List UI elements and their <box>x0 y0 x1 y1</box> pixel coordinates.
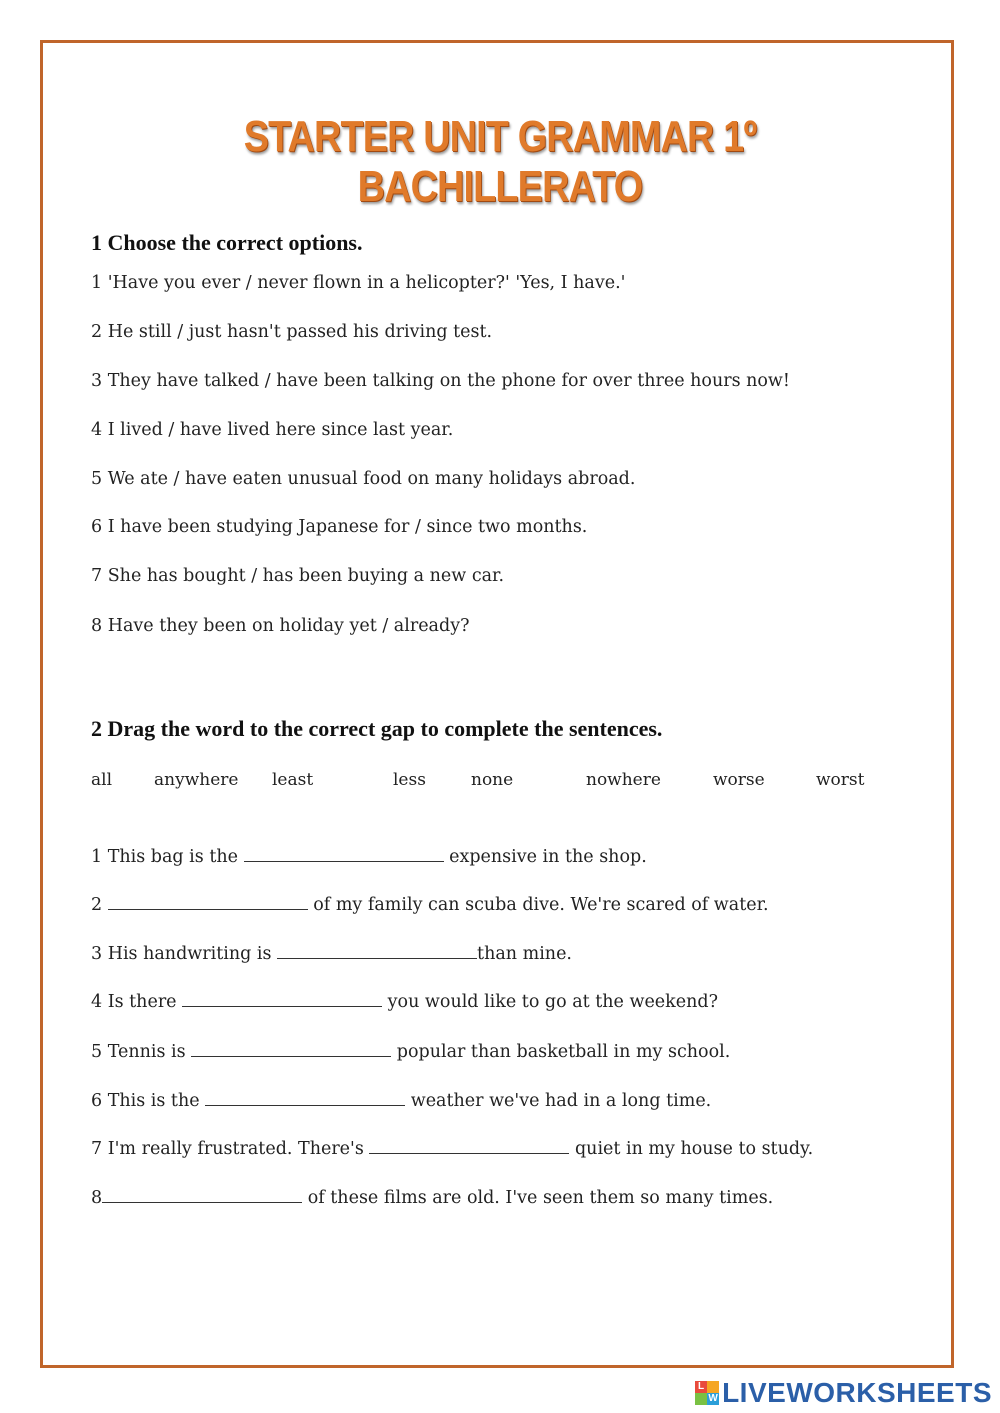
sentence-start: 5 Tennis is <box>91 1042 192 1062</box>
sentence-end: quiet in my house to study. <box>569 1139 814 1159</box>
word-bank-item[interactable]: all <box>91 770 113 790</box>
gap-sentence <box>91 845 647 867</box>
sentence-end: you would like to go at the weekend? <box>382 992 718 1012</box>
word-bank-item[interactable]: none <box>471 770 514 790</box>
drop-gap[interactable] <box>102 1186 302 1203</box>
exercise-1-item[interactable]: 1 'Have you ever / never flown in a helicopter?' 'Yes, I have.' <box>91 273 626 293</box>
word-bank-item[interactable]: worse <box>713 770 765 790</box>
sentence-start: 8 <box>91 1188 103 1208</box>
exercise-1-item[interactable]: 2 He still / just hasn't passed his driving test. <box>91 322 493 342</box>
sentence-start: 2 <box>91 895 108 915</box>
sentence-end: popular than basketball in my school. <box>391 1042 731 1062</box>
sentence-start: 4 Is there <box>91 992 183 1012</box>
exercise-1-item[interactable]: 3 They have talked / have been talking on the phone for over three hours now! <box>91 371 790 391</box>
liveworksheets-logo-text: LIVEWORKSHEETS <box>722 1377 992 1408</box>
section-1-heading: 1 Choose the correct options. <box>91 230 363 255</box>
drop-gap[interactable] <box>244 845 444 862</box>
drop-gap[interactable] <box>369 1137 569 1154</box>
gap-sentence <box>91 893 769 915</box>
logo-icon-tile: L <box>695 1381 707 1393</box>
sentence-end: weather we've had in a long time. <box>405 1091 712 1111</box>
gap-sentence <box>91 990 718 1012</box>
word-bank-item[interactable]: worst <box>816 770 865 790</box>
liveworksheets-logo <box>695 1377 992 1409</box>
exercise-1-item[interactable]: 6 I have been studying Japanese for / since two months. <box>91 517 588 537</box>
sentence-start: 7 I'm really frustrated. There's <box>91 1139 370 1159</box>
gap-sentence <box>91 1089 711 1111</box>
word-bank-item[interactable]: anywhere <box>154 770 239 790</box>
gap-sentence <box>91 1186 773 1208</box>
drop-gap[interactable] <box>205 1089 405 1106</box>
word-bank-item[interactable]: nowhere <box>586 770 661 790</box>
drop-gap[interactable] <box>191 1040 391 1057</box>
exercise-1-item[interactable]: 7 She has bought / has been buying a new car. <box>91 566 505 586</box>
exercise-1-item[interactable]: 8 Have they been on holiday yet / already? <box>91 616 470 636</box>
sentence-end: expensive in the shop. <box>443 847 647 867</box>
gap-sentence <box>91 1137 813 1159</box>
sentence-end: than mine. <box>477 944 572 964</box>
liveworksheets-logo-icon <box>695 1381 719 1405</box>
worksheet-title: STARTER UNIT GRAMMAR 1º BACHILLERATO <box>243 112 757 211</box>
section-2-heading: 2 Drag the word to the correct gap to complete the sentences. <box>91 716 663 741</box>
word-bank-item[interactable]: less <box>393 770 426 790</box>
drop-gap[interactable] <box>277 942 477 959</box>
gap-sentence <box>91 1040 730 1062</box>
drop-gap[interactable] <box>182 990 382 1007</box>
exercise-1-item[interactable]: 4 I lived / have lived here since last year. <box>91 420 454 440</box>
logo-icon-tile <box>695 1393 707 1405</box>
exercise-1-item[interactable]: 5 We ate / have eaten unusual food on many holidays abroad. <box>91 469 636 489</box>
sentence-end: of these films are old. I've seen them so many times. <box>302 1188 774 1208</box>
sentence-start: 3 His handwriting is <box>91 944 278 964</box>
sentence-start: 1 This bag is the <box>91 847 244 867</box>
gap-sentence <box>91 942 572 964</box>
drop-gap[interactable] <box>108 893 308 910</box>
word-bank-item[interactable]: least <box>272 770 314 790</box>
sentence-start: 6 This is the <box>91 1091 206 1111</box>
sentence-end: of my family can scuba dive. We're scared of water. <box>307 895 769 915</box>
logo-icon-tile: W <box>708 1393 718 1404</box>
logo-icon-tile <box>707 1381 719 1393</box>
